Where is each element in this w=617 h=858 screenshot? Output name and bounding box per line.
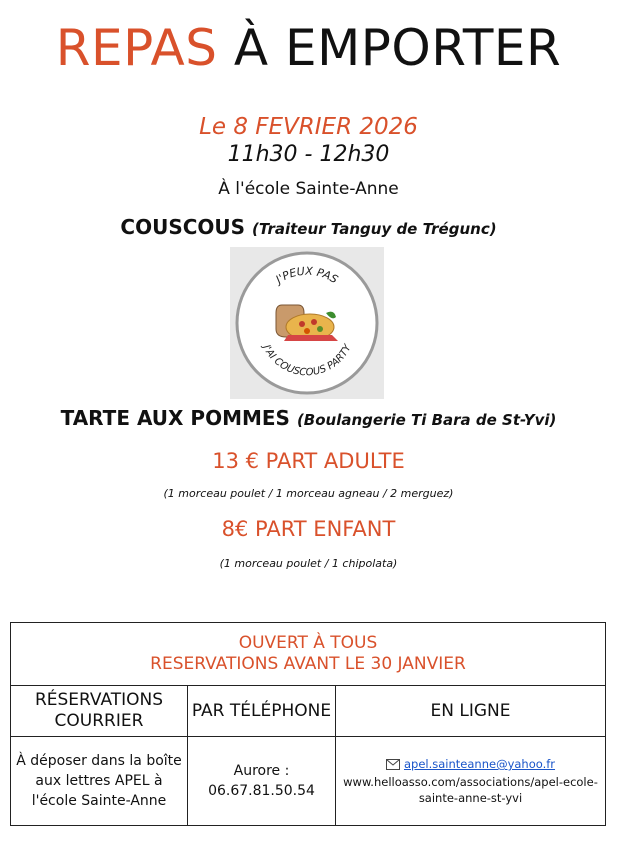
- main-dish-supplier: (Traiteur Tanguy de Trégunc): [252, 220, 497, 238]
- event-hours: 11h30 - 12h30: [227, 142, 390, 167]
- reservations-banner: [11, 623, 606, 686]
- dessert-supplier: (Boulangerie Ti Bara de St-Yvi): [296, 411, 557, 429]
- title-part-1: REPAS: [55, 19, 218, 77]
- email-link[interactable]: apel.sainteanne@yahoo.fr: [403, 757, 556, 771]
- banner-line-2: RESERVATIONS AVANT LE 30 JANVIER: [150, 654, 466, 674]
- title-part-2: À EMPORTER: [233, 19, 562, 77]
- adult-price-detail: (1 morceau poulet / 1 morceau agneau / 2 merguez): [163, 487, 454, 500]
- helloasso-url[interactable]: www.helloasso.com/associations/apel-ecole-sainte-anne-st-yvi: [343, 775, 598, 805]
- couscous-party-logo: [230, 247, 384, 399]
- mail-reservation-header: RÉSERVATIONS COURRIER: [11, 686, 188, 737]
- main-dish: [0, 213, 617, 243]
- phone-reservation-header: PAR TÉLÉPHONE: [188, 686, 336, 737]
- online-reservation-body: [336, 737, 606, 826]
- main-dish-name: COUSCOUS: [120, 215, 246, 239]
- event-date: Le 8 FEVRIER 2026: [199, 114, 418, 140]
- dessert-name: TARTE AUX POMMES: [60, 406, 290, 430]
- reservations-table: [10, 622, 606, 826]
- mail-reservation-body: À déposer dans la boîte aux lettres APEL à l'école Sainte-Anne: [11, 737, 188, 826]
- adult-price: 13 € PART ADULTE: [212, 449, 405, 473]
- phone-number[interactable]: 06.67.81.50.54: [208, 783, 315, 799]
- logo-text-top: J'PEUX PAS: [273, 264, 341, 287]
- page-title: [0, 20, 617, 76]
- online-reservation-header: EN LIGNE: [336, 686, 606, 737]
- child-price-detail: (1 morceau poulet / 1 chipolata): [219, 557, 398, 570]
- logo-text-bottom: J'AI COUSCOUS PARTY: [260, 343, 354, 379]
- dessert: [0, 404, 617, 434]
- phone-reservation-body: [188, 737, 336, 826]
- event-place: À l'école Sainte-Anne: [218, 179, 399, 199]
- phone-contact-name: Aurore :: [233, 763, 290, 779]
- envelope-icon: [386, 758, 400, 774]
- child-price: 8€ PART ENFANT: [221, 517, 396, 541]
- banner-line-1: OUVERT À TOUS: [238, 633, 378, 653]
